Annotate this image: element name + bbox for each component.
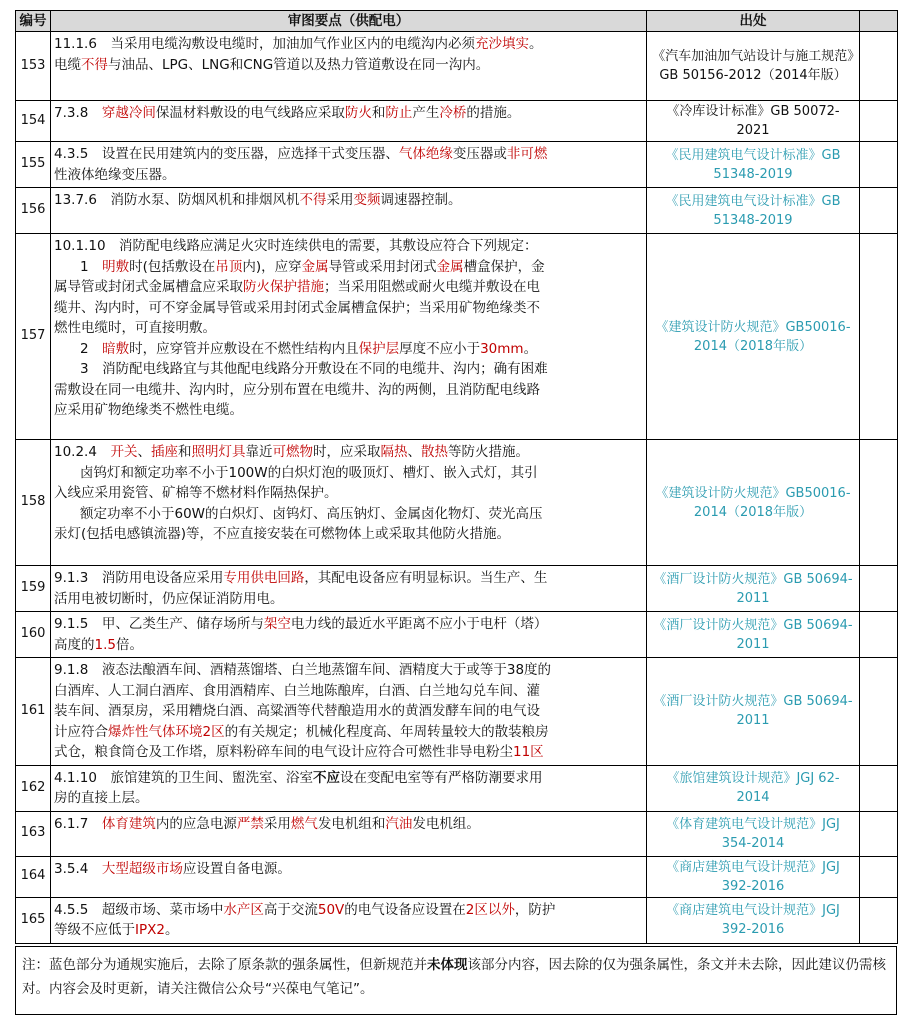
content-line [54,463,643,484]
table-row [16,101,898,142]
text-segment: 发电机组。 [412,815,480,832]
table-row [16,658,898,766]
text-segment: 2 [80,340,103,357]
row-number: 158 [16,440,51,566]
text-segment: 7.3.8 [54,105,102,121]
text-segment: 4.5.5 超级市场、菜市场中 [54,901,224,918]
text-segment: 活用电被切断时，仍应保证消防用电。 [54,590,284,607]
content-line [54,34,643,55]
content-line [54,635,643,656]
table-header-row [16,11,898,32]
table-row [16,142,898,188]
highlight-text: 防止 [385,105,413,121]
table-row [16,897,898,943]
text-segment: 6.1.7 [54,815,102,832]
row-content [51,234,647,440]
row-number: 161 [16,658,51,766]
highlight-text: 1.5 [94,636,116,653]
text-segment: 发电机组和 [317,815,386,832]
table-row [16,440,898,566]
text-segment: 13.7.6 消防水泵、防烟风机和排烟风机 [54,192,300,208]
footnote-bold: 未体现 [427,957,468,973]
row-extra [860,142,898,188]
header-content: 审图要点（供配电） [51,11,647,32]
row-source: 《汽车加油加气站设计与施工规范》GB 50156-2012（2014年版） [647,32,860,101]
content-line [54,722,643,743]
content-line [54,900,643,921]
row-number: 154 [16,101,51,142]
text-segment: 性液体绝缘变压器。 [54,166,176,183]
highlight-text: 不得 [81,56,108,73]
table-row [16,856,898,897]
row-content [51,101,647,142]
text-segment: 房的直接上层。 [54,790,149,806]
row-source: 《建筑设计防火规范》GB50016-2014（2018年版） [647,440,860,566]
highlight-text: 不得 [299,192,327,208]
content-line [54,318,643,339]
text-segment: 的电气设备应设置在 [344,901,466,918]
text-segment: 设在变配电室等有严格防潮要求用 [339,769,543,786]
content-line [54,236,643,257]
text-segment: 11.1.6 当采用电缆沟敷设电缆时，加油加气作业区内的电缆沟内必须 [54,36,475,52]
row-content [51,811,647,856]
text-segment: ，防护 [514,901,556,918]
row-source: 《商店建筑电气设计规范》JGJ 392-2016 [647,897,860,943]
row-source: 《旅馆建筑设计规范》JGJ 62-2014 [647,765,860,811]
text-segment: 等防火措施。 [447,444,529,460]
text-segment: 时(包括敷设在 [129,258,216,275]
row-source: 《建筑设计防火规范》GB50016-2014（2018年版） [647,234,860,440]
content-line [54,483,643,504]
highlight-text: IPX2 [135,922,165,938]
table-row [16,566,898,612]
text-segment: 的有关规定；机械化程度高、年周转量较大的散装粮房 [224,723,549,740]
code-review-table [15,10,898,944]
highlight-text: 充沙填实 [474,36,529,52]
row-extra [860,612,898,658]
text-segment: 厚度不应小于 [399,340,481,357]
text-segment: 卤钨灯和额定功率不小于100W的白炽灯泡的吸顶灯、槽灯、嵌入式灯，其引 [80,464,538,481]
text-segment: 等级不应低于 [54,922,135,938]
row-content [51,32,647,101]
row-source: 《商店建筑电气设计规范》JGJ 392-2016 [647,856,860,897]
text-segment: 白酒库、人工洞白酒库、食用酒精库、白兰地陈酿库，白酒、白兰地勾兑车间、灌 [54,682,540,699]
content-line [54,277,643,298]
text-segment: 应采用矿物绝缘类不燃性电缆。 [54,402,243,418]
text-segment: 采用 [326,192,354,208]
highlight-text: 插座 [150,444,178,460]
highlight-text: 照明灯具 [191,444,246,460]
row-extra [860,811,898,856]
row-content [51,856,647,897]
highlight-text: 汽油 [385,815,413,832]
header-num: 编号 [16,11,51,32]
table-row [16,188,898,234]
highlight-text: 防火保护措施 [243,279,324,295]
row-number: 160 [16,612,51,658]
content-line [54,144,643,165]
table-row [16,811,898,856]
row-number: 162 [16,765,51,811]
bold-text: 不应 [312,769,340,786]
row-source: 《体育建筑电气设计规范》JGJ 354-2014 [647,811,860,856]
highlight-text: 非可燃 [506,146,548,162]
highlight-text: 散热 [420,444,448,460]
row-extra [860,856,898,897]
text-segment: 。 [523,340,538,357]
text-segment: 靠近 [245,444,273,460]
row-extra [860,765,898,811]
highlight-text: 爆炸性气体环境2区 [108,723,225,740]
table-row [16,612,898,658]
highlight-text: 大型超级市场 [101,860,183,877]
row-extra [860,101,898,142]
text-segment: 采用 [263,815,291,832]
highlight-text: 穿越冷间 [101,105,156,121]
row-content [51,658,647,766]
header-source: 出处 [647,11,860,32]
highlight-text: 水产区 [223,901,264,918]
content-line [54,614,643,635]
text-segment: 入线应采用瓷管、矿棉等不燃材料作隔热保护。 [54,485,338,501]
highlight-text: 专用供电回路 [223,570,305,586]
content-line [54,257,643,278]
row-content [51,612,647,658]
highlight-text: 隔热 [380,444,408,460]
highlight-text: 30mm [480,340,524,357]
text-segment: 9.1.3 消防用电设备应采用 [54,570,224,586]
text-segment: 1 [80,258,103,275]
highlight-text: 架空 [263,616,291,632]
text-segment: 内的应急电源 [155,815,237,832]
row-extra [860,440,898,566]
content-line [54,298,643,319]
text-segment: 高于交流 [263,901,318,918]
highlight-text: 暗敷 [102,340,130,357]
highlight-text: 金属 [301,258,329,275]
text-segment: 槽盒保护，金 [463,258,545,275]
content-line [54,103,643,124]
row-source: 《酒厂设计防火规范》GB 50694-2011 [647,612,860,658]
text-segment: 变压器或 [452,146,507,162]
highlight-text: 气体绝缘 [398,146,453,162]
content-line [54,165,643,186]
row-source: 《民用建筑电气设计标准》GB 51348-2019 [647,188,860,234]
row-content [51,765,647,811]
highlight-text: 燃气 [290,815,318,832]
content-line [54,768,643,789]
row-number: 153 [16,32,51,101]
highlight-text: 50V [317,901,345,918]
content-line [54,788,643,809]
text-segment: 电缆 [54,56,81,73]
text-segment: 燃性电缆时，可直接明敷。 [54,320,216,336]
text-segment: 9.1.8 液态法酿酒车间、酒精蒸馏塔、白兰地蒸馏车间、酒精度大于或等于38度的 [54,662,552,678]
row-extra [860,566,898,612]
row-content [51,440,647,566]
highlight-text: 开关 [110,444,138,460]
text-segment: 应设置自备电源。 [182,860,291,877]
text-segment: 属导管或封闭式金属槽盒应采取 [54,279,243,295]
row-number: 159 [16,566,51,612]
header-extra [860,11,898,32]
text-segment: 汞灯(包括电感镇流器)等，不应直接安装在可燃物体上或采取其他防火措施。 [54,526,511,542]
text-segment: 、 [137,444,151,460]
text-segment: 。 [164,922,179,938]
text-segment: 保温材料敷设的电气线路应采取 [155,105,345,121]
highlight-text: 11区 [513,744,544,760]
text-segment: 电力线的最近水平距离不应小于电杆（塔） [290,616,548,632]
text-segment: 和 [371,105,386,121]
row-number: 163 [16,811,51,856]
row-number: 165 [16,897,51,943]
content-line [54,400,643,421]
text-segment: 和 [177,444,192,460]
content-line [54,359,643,380]
table-row [16,32,898,101]
row-extra [860,234,898,440]
row-number: 156 [16,188,51,234]
text-segment: 。 [528,36,543,52]
text-segment: 9.1.5 甲、乙类生产、储存场所与 [54,616,264,632]
row-content [51,897,647,943]
row-source: 《冷库设计标准》GB 50072-2021 [647,101,860,142]
highlight-text: 明敷 [102,258,130,275]
footnote-text-after: 该部分内容，因去除的仅为强条属性，条文并未去除，因此建议仍需核对。内容会及时更新，请关注微信公众号“兴葆电气笔记”。 [22,957,886,997]
text-segment: 调速器控制。 [380,192,462,208]
content-line [54,524,643,545]
row-content [51,188,647,234]
table-row [16,765,898,811]
row-extra [860,658,898,766]
text-segment: 3.5.4 [54,860,102,877]
text-segment: 额定功率不小于60W的白炽灯、卤钨灯、高压钠灯、金属卤化物灯、荧光高压 [80,505,543,522]
text-segment: 缆井、沟内时，可不穿金属导管或采用封闭式金属槽盒保护；当采用矿物绝缘类不 [54,299,540,316]
content-line [54,442,643,463]
highlight-text: 严禁 [236,815,264,832]
text-segment: 时，应采取 [312,444,381,460]
content-line [54,504,643,525]
text-segment: 4.3.5 设置在民用建筑内的变压器，应选择干式变压器、 [54,146,399,162]
row-extra [860,897,898,943]
text-segment: 时，应穿管并应敷设在不燃性结构内且 [129,340,359,357]
content-line [54,55,643,76]
text-segment: 导管或采用封闭式 [328,258,437,275]
text-segment: 10.2.4 [54,444,111,460]
highlight-text: 可燃物 [272,444,313,460]
highlight-text: 体育建筑 [101,815,156,832]
table-body [16,32,898,944]
highlight-text: 2区以外 [465,901,515,918]
highlight-text: 冷桥 [439,105,467,121]
text-segment: 与油品、LPG、LNG和CNG管道以及热力管道敷设在同一沟内。 [108,56,490,73]
text-segment: 计应符合 [54,723,108,740]
text-segment: 高度的 [54,636,95,653]
content-line [54,859,643,880]
content-line [54,339,643,360]
text-segment: 、 [407,444,421,460]
highlight-text: 保护层 [358,340,400,357]
content-line [54,568,643,589]
text-segment: ；当采用阻燃或耐火电缆并敷设在电 [324,279,540,295]
row-content [51,566,647,612]
content-line [54,190,643,211]
row-number: 157 [16,234,51,440]
content-line [54,814,643,835]
highlight-text: 金属 [436,258,464,275]
content-line [54,701,643,722]
text-segment: 内)，应穿 [242,258,302,275]
text-segment: 产生 [412,105,440,121]
content-line [54,660,643,681]
content-line [54,681,643,702]
table-row [16,234,898,440]
text-segment: 需敷设在同一电缆井、沟内时，应分别布置在电缆井、沟的两侧，且消防配电线路 [54,381,540,398]
text-segment: 4.1.10 旅馆建筑的卫生间、盥洗室、浴室 [54,769,313,786]
footnote-text-before: 注：蓝色部分为通规实施后，去除了原条款的强条属性，但新规范并 [22,957,427,973]
row-content [51,142,647,188]
text-segment: 3 消防配电线路宜与其他配电线路分开敷设在不同的电缆井、沟内；确有困难 [80,361,548,377]
text-segment: 的措施。 [466,105,521,121]
text-segment: 装车间、酒泵房，采用糟烧白酒、高粱酒等代替酿造用水的黄酒发酵车间的电气设 [54,703,540,719]
footnote [15,946,897,1015]
highlight-text: 防火 [344,105,372,121]
content-line [54,742,643,763]
content-line [54,380,643,401]
text-segment: 倍。 [115,636,143,653]
text-segment: 式仓，粮食筒仓及工作塔，原料粉碎车间的电气设计应符合可燃性非导电粉尘 [54,744,513,760]
row-source: 《酒厂设计防火规范》GB 50694-2011 [647,658,860,766]
row-number: 164 [16,856,51,897]
content-line [54,920,643,941]
row-number: 155 [16,142,51,188]
row-extra [860,32,898,101]
row-extra [860,188,898,234]
text-segment: ，其配电设备应有明显标识。当生产、生 [304,570,548,586]
highlight-text: 变频 [353,192,381,208]
row-source: 《酒厂设计防火规范》GB 50694-2011 [647,566,860,612]
row-source: 《民用建筑电气设计标准》GB 51348-2019 [647,142,860,188]
content-line [54,589,643,610]
text-segment: 10.1.10 消防配电线路应满足火灾时连续供电的需要，其敷设应符合下列规定： [54,238,538,254]
highlight-text: 吊顶 [215,258,243,275]
